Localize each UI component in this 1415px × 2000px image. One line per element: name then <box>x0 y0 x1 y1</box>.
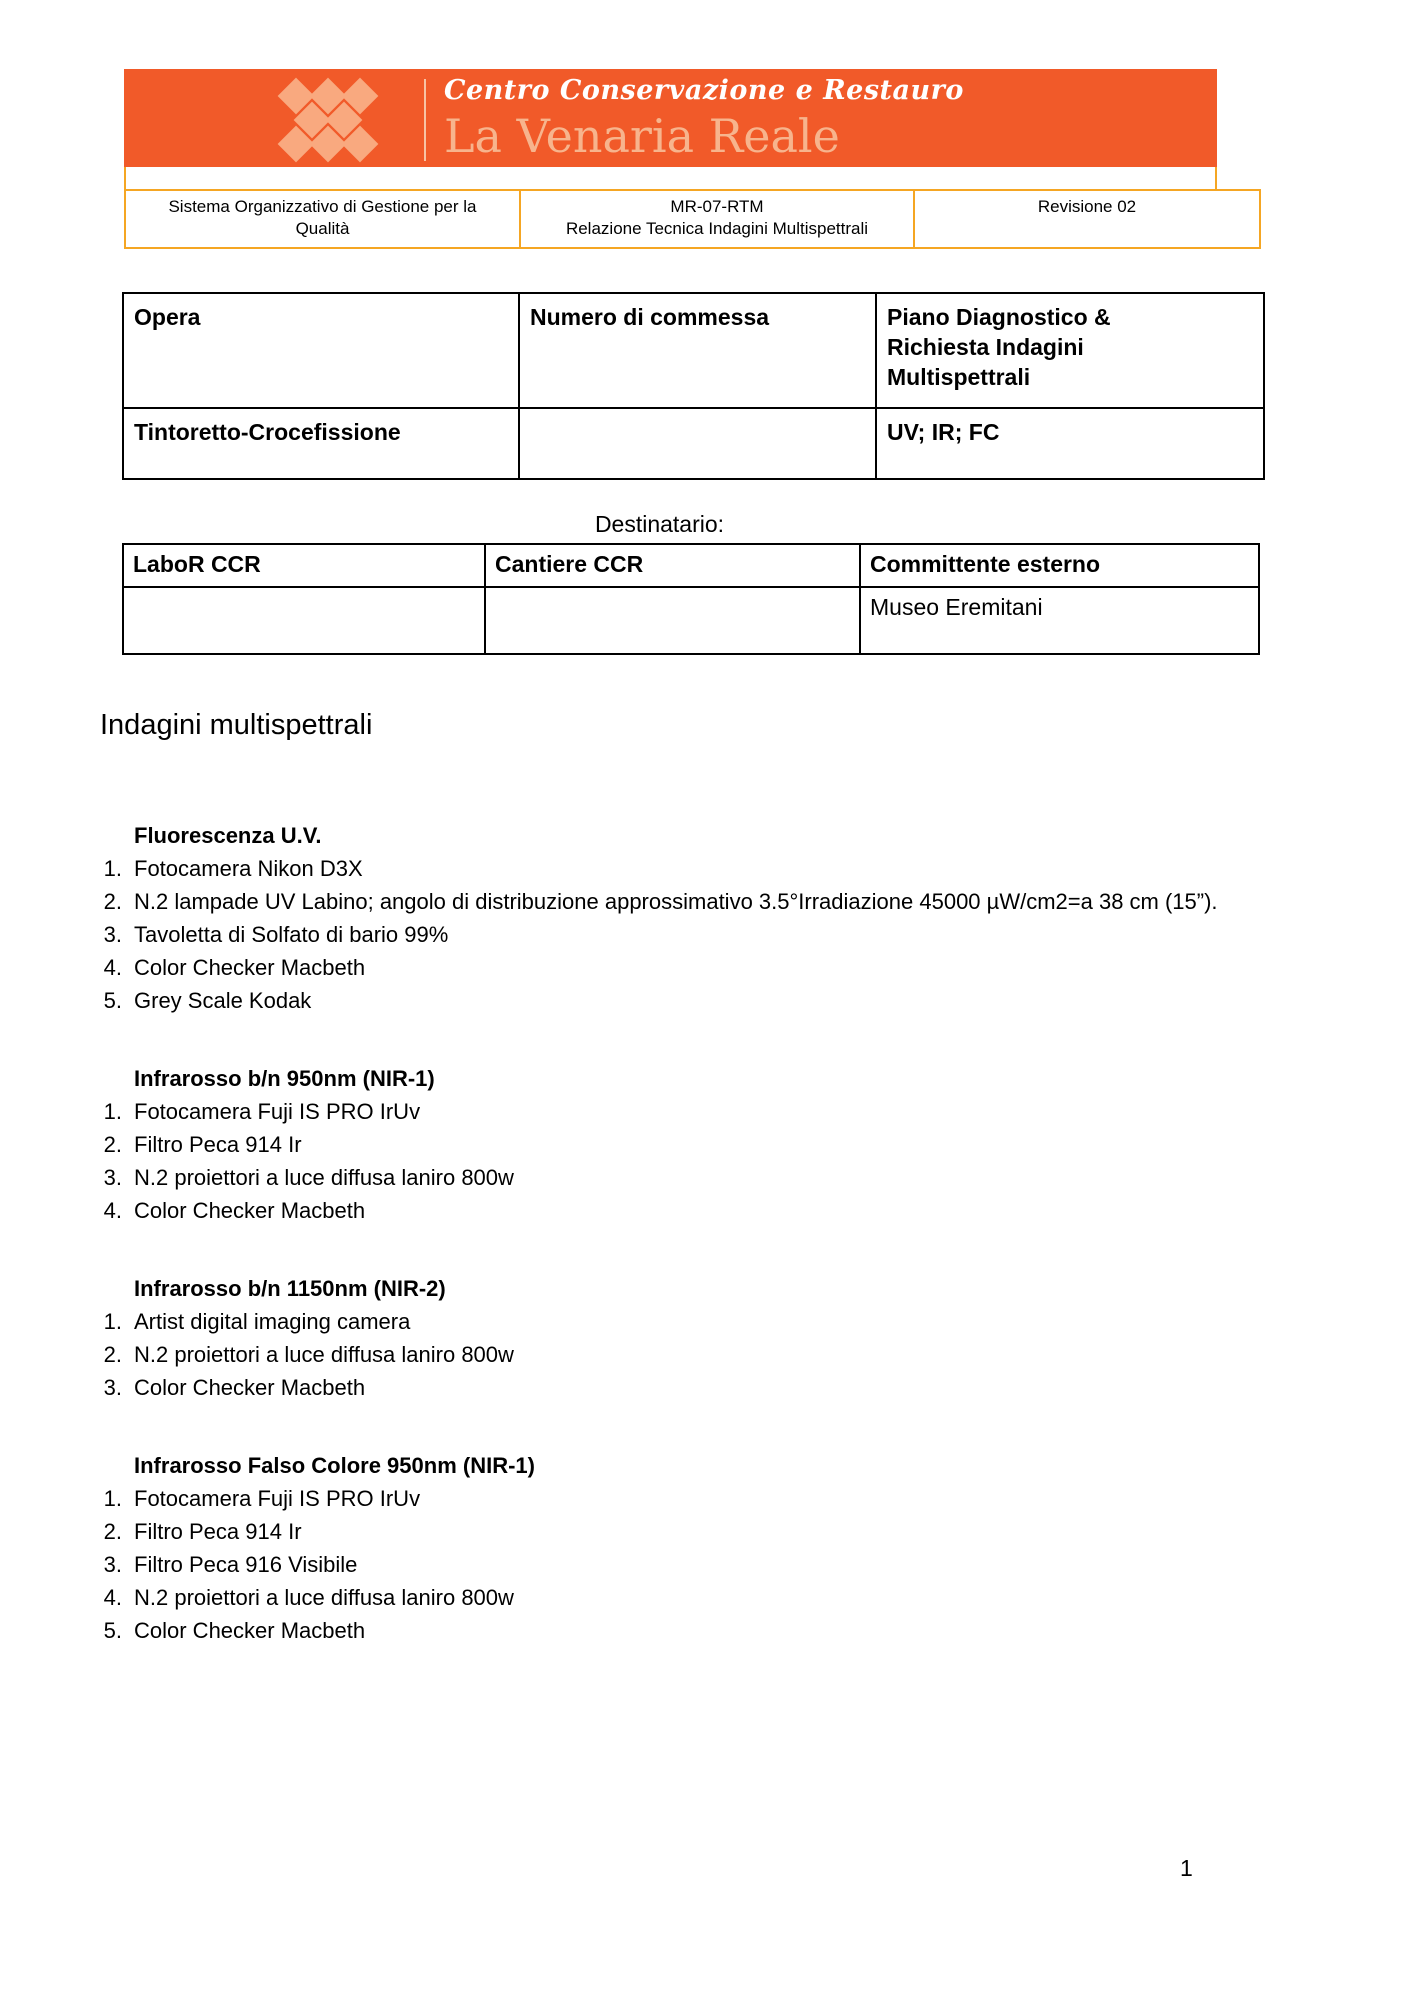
opera-value-tecniche: UV; IR; FC <box>876 408 1264 479</box>
institution-name-line2: La Venaria Reale <box>444 109 840 163</box>
list-item <box>88 918 1308 951</box>
list-item-number: 5. <box>103 1618 122 1643</box>
list-item <box>88 885 1308 918</box>
list-item-label: Fotocamera Fuji IS PRO IrUv <box>134 1486 421 1511</box>
list-item-label: Grey Scale Kodak <box>134 988 312 1013</box>
equipment-list <box>88 852 1308 1017</box>
list-item-label: Fotocamera Fuji IS PRO IrUv <box>134 1099 421 1124</box>
list-item-number: 5. <box>103 988 122 1013</box>
page-number: 1 <box>1180 1855 1193 1881</box>
list-item <box>88 1305 1308 1338</box>
opera-header-piano-diagnostico <box>876 293 1264 408</box>
list-item-number: 4. <box>103 955 122 980</box>
piano-diagnostico-line3: Multispettrali <box>887 364 1031 390</box>
opera-header-commessa: Numero di commessa <box>519 293 876 408</box>
list-item-number: 1. <box>103 856 122 881</box>
header-system-line1: Sistema Organizzativo di Gestione per la <box>168 197 477 216</box>
list-item <box>88 1128 1308 1161</box>
list-item-number: 2. <box>103 1132 122 1157</box>
list-item-label: N.2 proiettori a luce diffusa laniro 800w <box>134 1585 514 1610</box>
section-gap <box>88 1404 1308 1450</box>
header-spacer <box>124 167 1217 189</box>
list-item-number: 3. <box>103 1165 122 1190</box>
list-item-label: Color Checker Macbeth <box>134 1375 366 1400</box>
list-item-number: 2. <box>103 889 122 914</box>
destinatario-label: Destinatario: <box>594 511 725 537</box>
list-item <box>88 1338 1308 1371</box>
document-header-table <box>124 189 1261 249</box>
equipment-list <box>88 1305 1308 1404</box>
destinatario-header-row <box>123 544 1259 587</box>
equipment-sections <box>88 820 1308 1647</box>
list-item <box>88 1371 1308 1404</box>
list-item-label: N.2 lampade UV Labino; angolo di distribuzione approssimativo 3.5°Irradiazione 45000 µW/cm2=a 38 cm (15”). <box>134 889 1218 914</box>
piano-diagnostico-line2: Richiesta Indagini <box>887 334 1084 360</box>
list-item-number: 4. <box>103 1585 122 1610</box>
list-item <box>88 951 1308 984</box>
destinatario-header-committente: Committente esterno <box>860 544 1259 587</box>
piano-diagnostico-line1: Piano Diagnostico & <box>887 304 1111 330</box>
list-item <box>88 1515 1308 1548</box>
destinatario-data-row <box>123 587 1259 654</box>
document-header <box>124 69 1217 249</box>
section-title: Fluorescenza U.V. <box>134 823 322 848</box>
list-item-number: 3. <box>103 1375 122 1400</box>
list-item <box>88 852 1308 885</box>
list-item <box>88 1161 1308 1194</box>
list-item-label: Color Checker Macbeth <box>134 1618 366 1643</box>
opera-table-data-row <box>123 408 1264 479</box>
list-item <box>88 984 1308 1017</box>
list-item-number: 3. <box>103 1552 122 1577</box>
header-system-line2: Qualità <box>295 219 350 238</box>
diamond-pattern-logo-icon <box>279 81 399 161</box>
opera-header-opera: Opera <box>123 293 519 408</box>
destinatario-table <box>122 543 1260 655</box>
equipment-list <box>88 1482 1308 1647</box>
header-table-row <box>125 190 1260 248</box>
list-item-label: Filtro Peca 914 Ir <box>134 1132 302 1157</box>
list-item-number: 2. <box>103 1342 122 1367</box>
list-item-label: Artist digital imaging camera <box>134 1309 411 1334</box>
destinatario-value-labor <box>123 587 485 654</box>
list-item-number: 1. <box>103 1099 122 1124</box>
equipment-section <box>88 1273 1308 1404</box>
list-item-label: Tavoletta di Solfato di bario 99% <box>134 922 449 947</box>
section-title: Infrarosso Falso Colore 950nm (NIR-1) <box>134 1453 535 1478</box>
section-gap <box>88 1017 1308 1063</box>
equipment-section <box>88 1450 1308 1647</box>
list-item-label: Filtro Peca 914 Ir <box>134 1519 302 1544</box>
page-title: Indagini multispettrali <box>100 709 373 741</box>
list-item <box>88 1095 1308 1128</box>
institution-name-line1: Centro Conservazione e Restauro <box>444 75 964 106</box>
list-item-label: Color Checker Macbeth <box>134 955 366 980</box>
section-gap <box>88 1227 1308 1273</box>
list-item-label: N.2 proiettori a luce diffusa laniro 800w <box>134 1342 514 1367</box>
opera-table <box>122 292 1265 480</box>
header-cell-system <box>125 190 520 248</box>
logo-divider <box>424 79 426 161</box>
list-item-number: 2. <box>103 1519 122 1544</box>
header-doc-title: Relazione Tecnica Indagini Multispettrali <box>565 219 869 238</box>
destinatario-header-cantiere: Cantiere CCR <box>485 544 860 587</box>
section-title: Infrarosso b/n 1150nm (NIR-2) <box>134 1276 446 1301</box>
destinatario-value-cantiere <box>485 587 860 654</box>
list-item <box>88 1548 1308 1581</box>
equipment-section <box>88 820 1308 1017</box>
opera-value-commessa <box>519 408 876 479</box>
destinatario-header-labor: LaboR CCR <box>123 544 485 587</box>
opera-value-name: Tintoretto-Crocefissione <box>123 408 519 479</box>
list-item-label: Filtro Peca 916 Visibile <box>134 1552 358 1577</box>
list-item <box>88 1482 1308 1515</box>
list-item-label: Fotocamera Nikon D3X <box>134 856 363 881</box>
list-item-number: 1. <box>103 1309 122 1334</box>
destinatario-value-committente: Museo Eremitani <box>860 587 1259 654</box>
list-item-number: 1. <box>103 1486 122 1511</box>
equipment-section <box>88 1063 1308 1227</box>
opera-table-header-row <box>123 293 1264 408</box>
list-item <box>88 1581 1308 1614</box>
logo-banner <box>124 69 1217 167</box>
header-cell-doccode <box>520 190 914 248</box>
header-cell-revision <box>914 190 1260 248</box>
list-item <box>88 1614 1308 1647</box>
list-item-label: Color Checker Macbeth <box>134 1198 366 1223</box>
header-doc-code: MR-07-RTM <box>670 197 764 216</box>
list-item-label: N.2 proiettori a luce diffusa laniro 800w <box>134 1165 514 1190</box>
list-item-number: 3. <box>103 922 122 947</box>
section-title: Infrarosso b/n 950nm (NIR-1) <box>134 1066 435 1091</box>
equipment-list <box>88 1095 1308 1227</box>
list-item <box>88 1194 1308 1227</box>
list-item-number: 4. <box>103 1198 122 1223</box>
header-revision: Revisione 02 <box>1037 197 1137 216</box>
